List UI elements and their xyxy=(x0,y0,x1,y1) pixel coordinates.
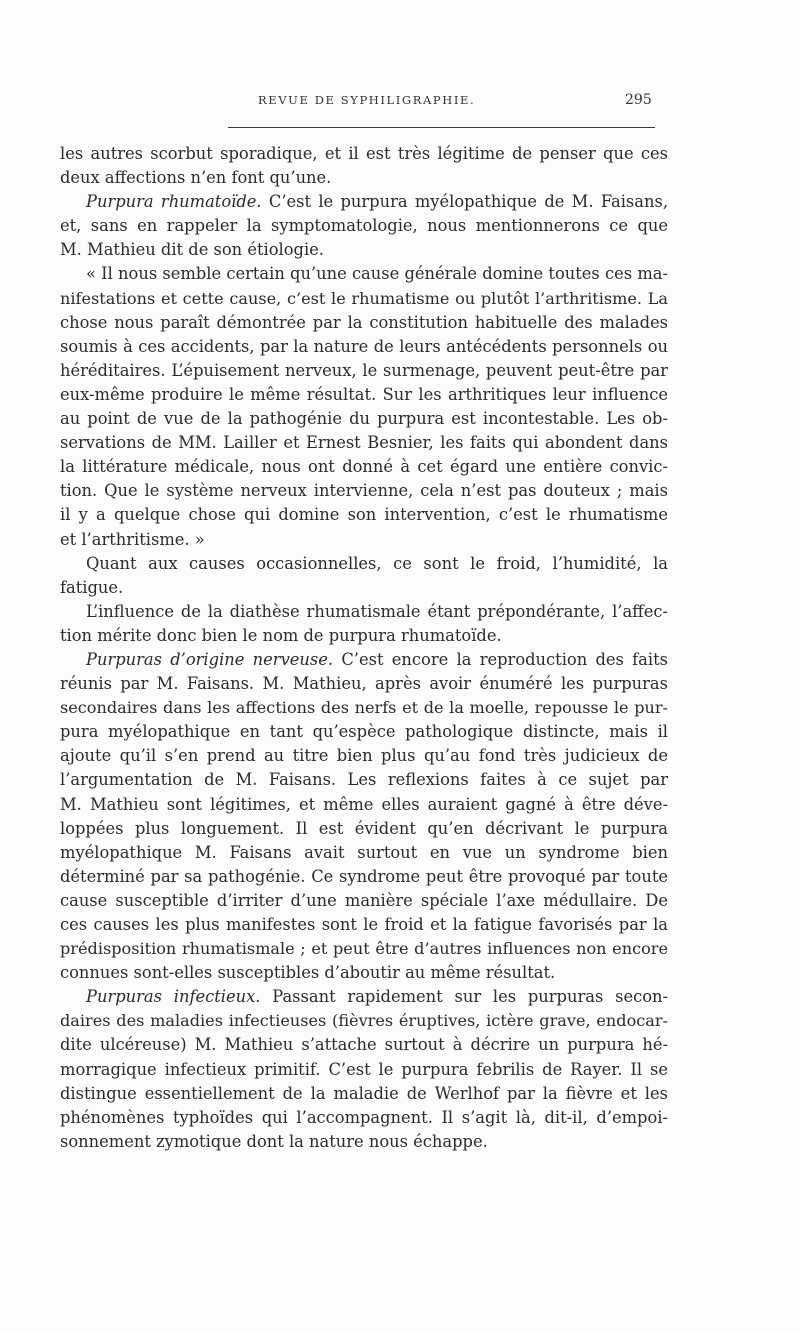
text-line: il y a quelque chose qui domine son intervention, c’est le rhumatisme xyxy=(60,505,668,525)
page-number: 295 xyxy=(625,92,652,108)
text-line: daires des maladies infectieuses (fièvres éruptives, ictère grave, endocar- xyxy=(60,1011,668,1031)
text-line: chose nous paraît démontrée par la constitution habituelle des malades xyxy=(60,312,668,332)
text-line: phénomènes typhoïdes qui l’accompagnent. Il s’agit là, dit-il, d’empoi- xyxy=(60,1107,668,1127)
text-line: réunis par M. Faisans. M. Mathieu, après avoir énuméré les purpuras xyxy=(60,674,668,694)
text-line: tion mérite donc bien le nom de purpura rhumatoïde. xyxy=(60,625,502,645)
text-line: cause susceptible d’irriter d’une manière spéciale l’axe médullaire. De xyxy=(60,890,668,910)
text-line: l’argumentation de M. Faisans. Les reflexions faites à ce sujet par xyxy=(60,770,668,790)
text-line: nifestations et cette cause, c’est le rhumatisme ou plutôt l’arthritisme. La xyxy=(60,288,668,308)
section-heading-line: Purpura rhumatoïde. C’est le purpura myélopathique de M. Faisans, xyxy=(86,192,668,212)
text-line: deux affections n’en font qu’une. xyxy=(60,168,332,188)
text-line: dite ulcéreuse) M. Mathieu s’attache surtout à décrire un purpura hé- xyxy=(60,1035,668,1055)
text-line: soumis à ces accidents, par la nature de leurs antécédents personnels ou xyxy=(60,336,668,356)
text-line: fatigue. xyxy=(60,577,124,597)
text-line: eux-même produire le même résultat. Sur les arthritiques leur influence xyxy=(60,384,668,404)
body-text xyxy=(60,142,668,1154)
text-line: pura myélopathique en tant qu’espèce pathologique distincte, mais il xyxy=(60,722,668,742)
text-line: servations de MM. Lailler et Ernest Besnier, les faits qui abondent dans xyxy=(60,433,668,453)
text-line: secondaires dans les affections des nerfs et de la moelle, repousse le pur- xyxy=(60,698,668,718)
text-line: les autres scorbut sporadique, et il est très légitime de penser que ces xyxy=(60,144,668,163)
text-line: héréditaires. L’épuisement nerveux, le surmenage, peuvent peut-être par xyxy=(60,360,668,380)
text-line: L’influence de la diathèse rhumatismale étant prépondérante, l’affec- xyxy=(86,601,668,621)
text-line: loppées plus longuement. Il est évident qu’en décrivant le purpura xyxy=(60,818,668,838)
text-line: M. Mathieu dit de son étiologie. xyxy=(60,240,324,260)
text-line: Quant aux causes occasionnelles, ce sont le froid, l’humidité, la xyxy=(86,553,668,573)
text-line: au point de vue de la pathogénie du purpura est incontestable. Les ob- xyxy=(60,409,668,429)
text-line: ajoute qu’il s’en prend au titre bien plus qu’au fond très judicieux de xyxy=(60,746,668,766)
text-line: déterminé par sa pathogénie. Ce syndrome peut être provoqué par toute xyxy=(60,866,668,886)
text-line: et, sans en rappeler la symptomatologie, nous mentionnerons ce que xyxy=(60,216,668,236)
running-header xyxy=(0,93,800,115)
section-heading-line: Purpuras d’origine nerveuse. C’est encore la reproduction des faits xyxy=(86,649,668,669)
running-title: REVUE DE SYPHILIGRAPHIE. xyxy=(258,93,476,107)
section-heading: Purpuras d’origine nerveuse. xyxy=(86,649,334,669)
text-line: tion. Que le système nerveux intervienne, cela n’est pas douteux ; mais xyxy=(60,481,668,501)
text-line: ces causes les plus manifestes sont le froid et la fatigue favorisés par la xyxy=(60,915,668,934)
text-line: myélopathique M. Faisans avait surtout en vue un syndrome bien xyxy=(60,842,668,862)
text-line: morragique infectieux primitif. C’est le purpura febrilis de Rayer. Il se xyxy=(60,1059,668,1079)
text-line: « Il nous semble certain qu’une cause générale domine toutes ces ma- xyxy=(86,264,668,284)
header-rule xyxy=(228,127,655,128)
text-line: sonnement zymotique dont la nature nous échappe. xyxy=(60,1131,488,1151)
text-line: connues sont-elles susceptibles d’aboutir au même résultat. xyxy=(60,963,556,983)
text-line: M. Mathieu sont légitimes, et même elles auraient gagné à être déve- xyxy=(60,794,668,814)
text-line: prédisposition rhumatismale ; et peut être d’autres influences non encore xyxy=(60,939,668,959)
section-heading: Purpuras infectieux. xyxy=(86,987,261,1007)
section-heading: Purpura rhumatoïde. xyxy=(86,192,262,212)
text-line: et l’arthritisme. » xyxy=(60,529,205,549)
text-line: distingue essentiellement de la maladie de Werlhof par la fièvre et les xyxy=(60,1083,668,1103)
text-line: la littérature médicale, nous ont donné à cet égard une entière convic- xyxy=(60,457,668,477)
section-heading-line: Purpuras infectieux. Passant rapidement sur les purpuras secon- xyxy=(86,987,668,1007)
